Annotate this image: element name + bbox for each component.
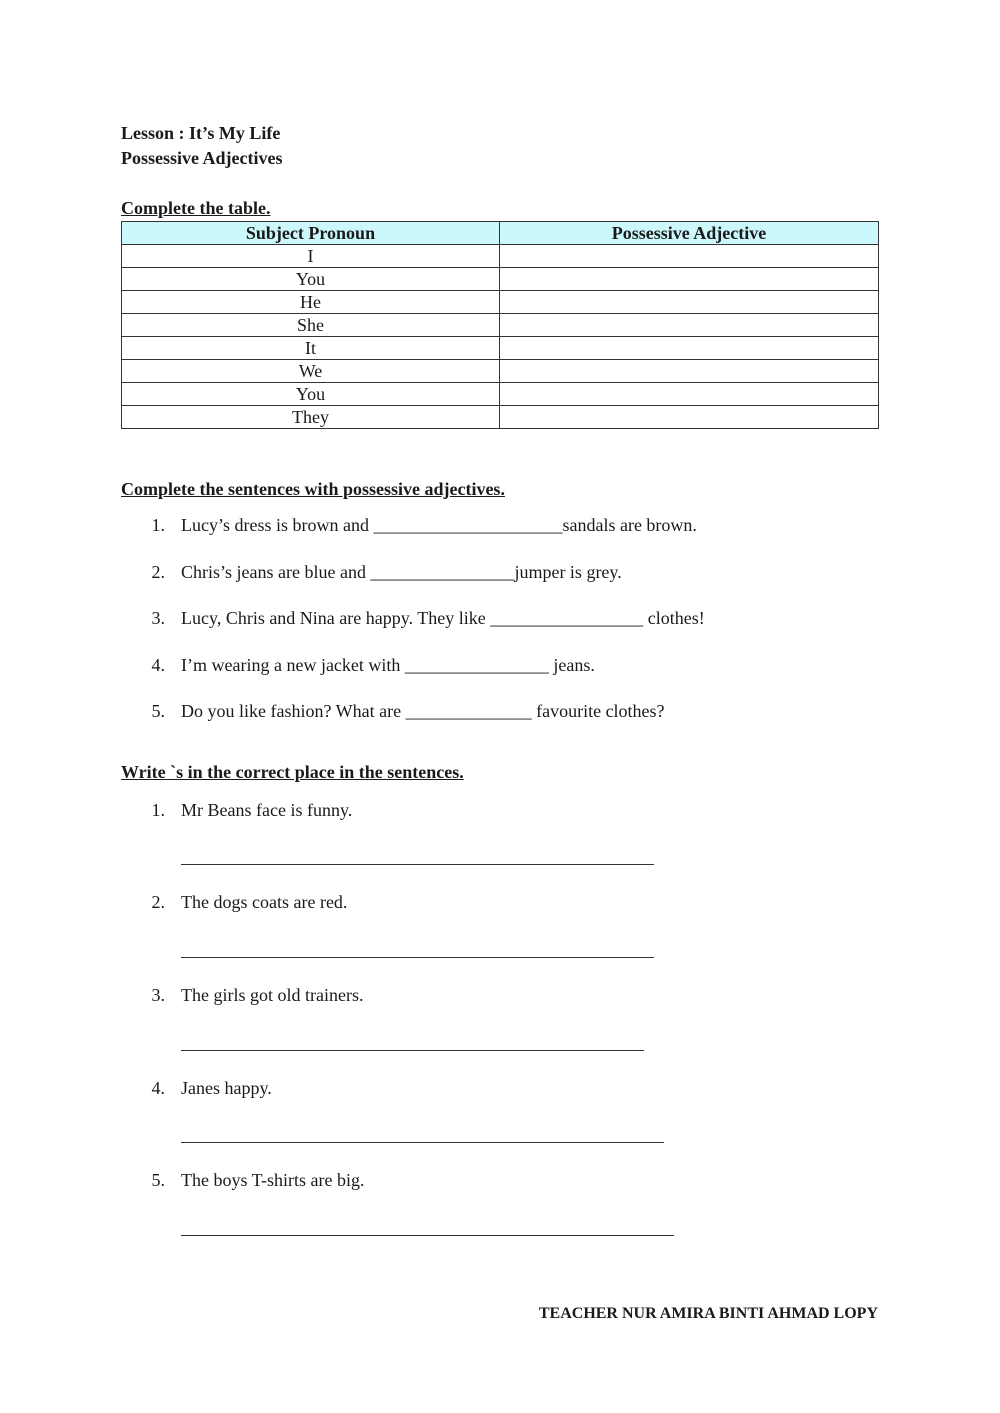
subject-pronoun-cell: He	[122, 291, 500, 314]
lesson-title: Lesson : It’s My Life	[121, 123, 281, 143]
table-row	[122, 337, 879, 360]
subject-pronoun-cell: I	[122, 245, 500, 268]
answer-line[interactable]	[181, 1050, 644, 1051]
fill-in-sentence[interactable]: Lucy’s dress is brown and _____________________sandals are brown.	[181, 515, 697, 535]
worksheet-subtitle: Possessive Adjectives	[121, 148, 283, 168]
item-number: 2.	[151, 562, 165, 582]
column-header-subject-pronoun: Subject Pronoun	[122, 222, 500, 245]
section-heading-sentences: Complete the sentences with possessive adjectives.	[121, 479, 505, 499]
possessive-adjective-cell[interactable]	[500, 268, 879, 291]
table-row	[122, 314, 879, 337]
item-number: 2.	[151, 892, 165, 912]
section-heading-apostrophe: Write `s in the correct place in the sentences.	[121, 762, 464, 782]
subject-pronoun-cell: You	[122, 383, 500, 406]
fill-in-sentence[interactable]: Do you like fashion? What are ______________ favourite clothes?	[181, 701, 665, 721]
possessive-adjective-cell[interactable]	[500, 291, 879, 314]
section-heading-table: Complete the table.	[121, 198, 271, 218]
subject-pronoun-cell: They	[122, 406, 500, 429]
possessive-adjective-cell[interactable]	[500, 360, 879, 383]
possessive-adjective-cell[interactable]	[500, 314, 879, 337]
answer-line[interactable]	[181, 1235, 674, 1236]
teacher-credit: TEACHER NUR AMIRA BINTI AHMAD LOPY	[538, 1305, 878, 1322]
item-number: 3.	[151, 985, 165, 1005]
item-number: 3.	[151, 608, 165, 628]
fill-in-sentence[interactable]: Lucy, Chris and Nina are happy. They like _________________ clothes!	[181, 608, 705, 628]
possessive-adjective-cell[interactable]	[500, 337, 879, 360]
subject-pronoun-cell: She	[122, 314, 500, 337]
pronoun-table	[121, 221, 879, 429]
subject-pronoun-cell: You	[122, 268, 500, 291]
rewrite-sentence: The dogs coats are red.	[181, 892, 348, 912]
possessive-adjective-cell[interactable]	[500, 406, 879, 429]
table-header-row	[122, 222, 879, 245]
table-row	[122, 245, 879, 268]
item-number: 5.	[151, 1170, 165, 1190]
item-number: 4.	[151, 655, 165, 675]
table-row	[122, 383, 879, 406]
table-row	[122, 291, 879, 314]
answer-line[interactable]	[181, 957, 654, 958]
subject-pronoun-cell: It	[122, 337, 500, 360]
item-number: 1.	[151, 800, 165, 820]
fill-in-sentence[interactable]: Chris’s jeans are blue and ________________jumper is grey.	[181, 562, 622, 582]
subject-pronoun-cell: We	[122, 360, 500, 383]
rewrite-sentence: The girls got old trainers.	[181, 985, 364, 1005]
possessive-adjective-cell[interactable]	[500, 245, 879, 268]
table-row	[122, 268, 879, 291]
item-number: 4.	[151, 1078, 165, 1098]
possessive-adjective-cell[interactable]	[500, 383, 879, 406]
item-number: 1.	[151, 515, 165, 535]
fill-in-sentence[interactable]: I’m wearing a new jacket with ________________ jeans.	[181, 655, 595, 675]
answer-line[interactable]	[181, 864, 654, 865]
rewrite-sentence: Janes happy.	[181, 1078, 272, 1098]
table-row	[122, 360, 879, 383]
column-header-possessive-adjective: Possessive Adjective	[500, 222, 879, 245]
item-number: 5.	[151, 701, 165, 721]
rewrite-sentence: Mr Beans face is funny.	[181, 800, 353, 820]
answer-line[interactable]	[181, 1142, 664, 1143]
rewrite-sentence: The boys T-shirts are big.	[181, 1170, 365, 1190]
table-row	[122, 406, 879, 429]
